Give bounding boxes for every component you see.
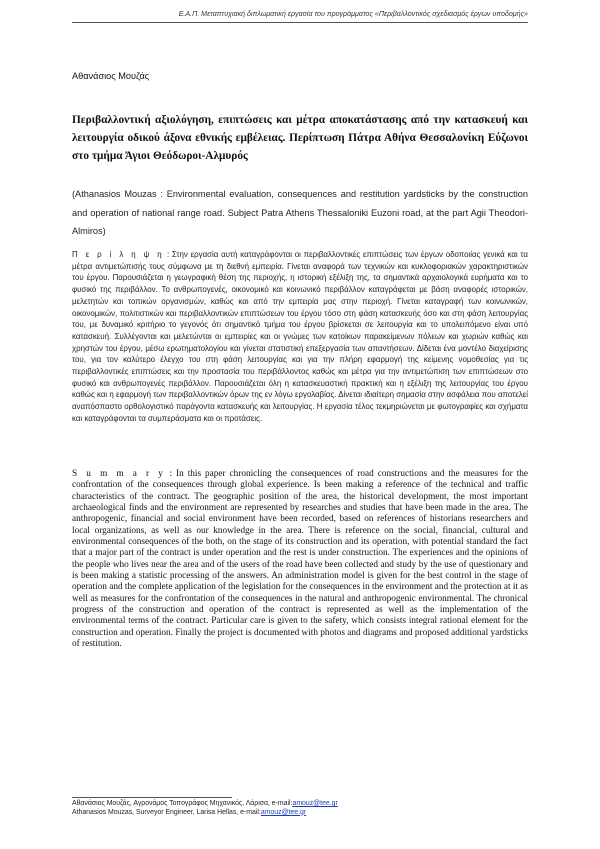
summary-text: : In this paper chronicling the consequences of road constructions and the measures for the confrontation of the consequences through global experience. Is been making a reference of the technical and traffic characteristics of the contract. The geographic position of the area, the historical development, the most important archaeological finds and the environment are represented by researches and studies that have been made in the area. The anthropogenic, financial and social environment have been recorded, based on references of historians researchers and local organizations, as well as our knowledge in the area. There is reference on the social, financial, cultural and environmental consequences of the both, on the stage of its construction and its operation, with potential standard the fact that a major part of the contract is under operation and the rest is under construction. The experiences and the opinions of the people who lives near the area and of the users of the road have been collected and study by the use of questionary and is been making a statistic processing of the answers. An administration model is given for the best control in the stage of operation and the complete application of the legislation for the consequences in the environment and the protection at it as well as measures for the confrontation of the consequences in the natural and anthropogenic environmental. The chronical progress of the construction and operation of the contract is represented as well as the implementation of the environmental terms of the contract. Particular care is given to the safety, which consists integral rational element for the construction and operation. Finally the project is documented with photos and diagrams and proposed additional yardsticks of restitution.: [72, 469, 529, 650]
email-link-greek[interactable]: amouz@tee.gr: [292, 800, 338, 807]
abstract-label: Π ε ρ ί λ η ψ η: [72, 250, 165, 259]
abstract-text: : Στην εργασία αυτή καταγράφονται οι περιβαλλοντικές επιπτώσεις των έργων οδοποιίας γενικά και τα μέτρα αντιμετώπισής τους σύμφωνα με τη διεθνή εμπειρία. Γίνεται αναφορά των τεχνικών και κυκλοφοριακών χαρακτηριστικών του έργου. Παρουσιάζεται η γεωγραφική θέση της περιοχής, η ιστορική εξέλιξη της, τα σημαντικά αρχαιολογικά ευρήματα και το φυσικό της περιβάλλον. Το ανθρωπογενές, οικονομικό και κοινωνικό περιβάλλον καταγράφεται με βάση αναφορές ιστορικών, μελετητών και τοπικών οργανισμών, καθώς και από την εμπειρία μας στην περιοχή. Γίνεται καταγραφή των κοινωνικών, οικονομικών, πολιτιστικών και περιβαλλοντικών επιπτώσεων του έργου τόσο στη φάση κατασκευής όσο και στη φάση λειτουργίας του, με δυναμικό κριτήριο το γεγονός ότι σημαντικό τμήμα του έργου βρίσκεται σε λειτουργία και το υπολειπόμενο είναι υπό κατασκευή. Συλλέγονται και μελετώνται οι εμπειρίες και οι γνώμες των κατοίκων παρακείμενων πόλεων και χωριών καθώς και χρηστών του έργου, μέσω ερωτηματολογίου και γίνεται στατιστική επεξεργασία των απαντήσεων. Δίδεται ένα μοντέλο διαχείρισης του, για τον καλύτερο έλεγχο του στη φάση λειτουργίας και για την πλήρη εφαρμογή της κείμενης νομοθεσίας για τις περιβαλλοντικές επιπτώσεις και την προστασία του περιβάλλοντος καθώς και μέτρα για την αντιμετώπιση των επιπτώσεων στο φυσικό και ανθρωπογενές περιβάλλον. Παρουσιάζεται όλη η κατασκευαστική πρακτική και η εξέλιξη της λειτουργίας του έργου καθώς και η εφαρμογή των περιβαλλοντικών όρων της εν λόγω εργολαβίας. Δίνεται ιδιαίτερη σημασία στην ασφάλεια που αποτελεί αναπόσπαστο ορθολογιστικό παράγοντα κατασκευής και λειτουργίας. Η εργασία τέλος τεκμηριώνεται με φωτογραφίες και σχήματα και καταγράφονται τα συμπεράσματα και οι προτάσεις.: [72, 250, 528, 423]
author-name: Αθανάσιος Μουζάς: [72, 71, 150, 81]
footnote-greek-text: Αθανάσιος Μουζάς, Αγρονόμος Τοπογράφος Μηχανικός, Λάρισα, e-mail:: [72, 800, 293, 807]
english-summary: [72, 469, 528, 651]
paper-title: Περιβαλλοντική αξιολόγηση, επιπτώσεις και μέτρα αποκατάστασης από την κατασκευή και λειτουργία οδικού άξονα εθνικής εμβέλειας. Περίπτωση Πάτρα Αθήνα Θεσσαλονίκη Εύζωνοι στο τμήμα Άγιοι Θεόδωροι-Αλμυρός: [72, 114, 528, 162]
running-header: Ε.Α.Π. Μεταπτυχιακή διπλωματική εργασία του προγράμματος «Περιβαλλοντικός σχεδιασμός έργων υποδομής»: [178, 10, 528, 18]
footnote-english-text: Athanasios Mouzas, Surveyor Engineer, Larisa Hellas, e-mail:: [72, 808, 261, 816]
greek-abstract: [72, 249, 528, 425]
footnote-greek: [72, 800, 528, 809]
footnote: [72, 800, 528, 817]
footnote-english: [72, 809, 528, 818]
english-title: (Athanasios Mouzas : Environmental evaluation, consequences and restitution yardsticks by the construction and operation of national range road. Subject Patra Athens Thessaloniki Euzoni road, at the part Agii Theodori-Almiros): [72, 189, 528, 237]
header-rule: [72, 22, 528, 23]
summary-label: S u m m a r y: [72, 469, 166, 479]
email-link-english[interactable]: amouz@tee.gr: [260, 808, 307, 816]
footnote-rule: [72, 797, 232, 798]
